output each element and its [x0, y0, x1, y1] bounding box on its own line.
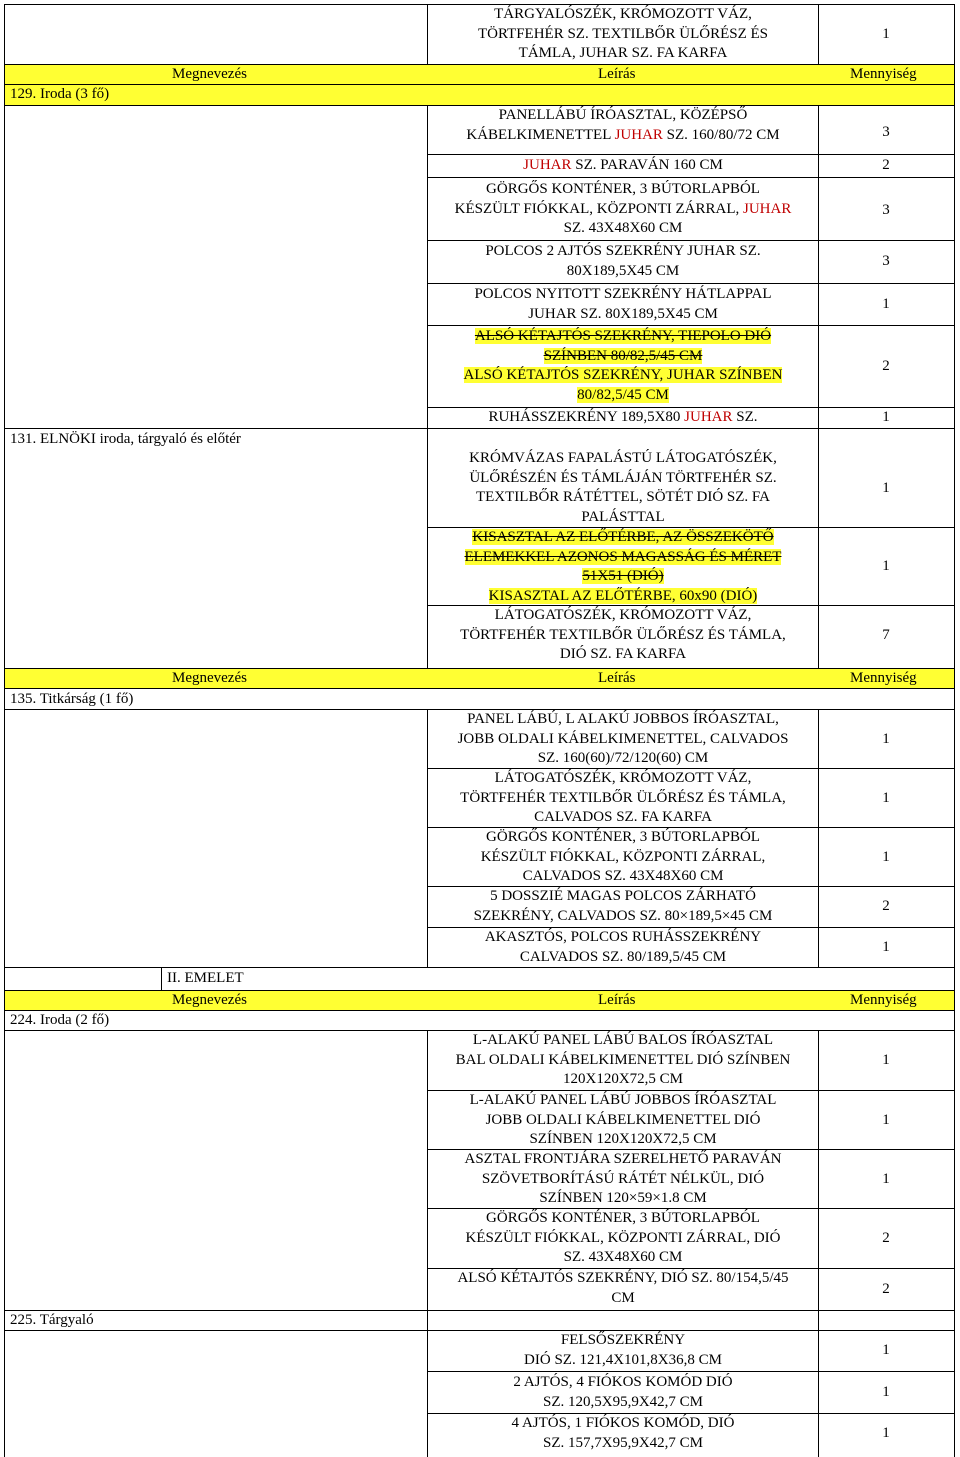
- item-line: [427, 154, 955, 155]
- header-qty: Mennyiség: [850, 670, 917, 686]
- item-description: ASZTAL FRONTJÁRA SZERELHETŐ PARAVÁN SZÖVETBORÍTÁSÚ RÁTÉT NÉLKÜL, DIÓ SZÍNBEN 120×59×1.8 CM: [464, 1151, 782, 1206]
- item-quantity: 1: [882, 296, 890, 312]
- row-line: [4, 688, 955, 689]
- item-description: FELSŐSZEKRÉNY DIÓ SZ. 121,4X101,8X36,8 CM: [524, 1332, 722, 1368]
- item-description: PANEL LÁBÚ, L ALAKÚ JOBBOS ÍRÓASZTAL, JOBB OLDALI KÁBELKIMENETTEL, CALVADOS SZ. 160(60)/72/120(60) CM: [457, 711, 789, 766]
- section-title: 225. Tárgyaló: [10, 1312, 94, 1328]
- item-quantity: 1: [882, 409, 890, 425]
- item-description: ALSÓ KÉTAJTÓS SZEKRÉNY, TIEPOLO DIÓ SZÍNBEN 80/82,5/45 CM ALSÓ KÉTAJTÓS SZEKRÉNY, JUHAR SZÍNBEN 80/82,5/45 CM: [463, 328, 783, 403]
- section-title: 129. Iroda (3 fő): [10, 86, 110, 102]
- item-description: POLCOS NYITOTT SZEKRÉNY HÁTLAPPAL JUHAR SZ. 80X189,5X45 CM: [474, 286, 772, 322]
- item-description: GÖRGŐS KONTÉNER, 3 BÚTORLAPBÓL KÉSZÜLT FIÓKKAL, KÖZPONTI ZÁRRAL, DIÓ SZ. 43X48X60 CM: [465, 1210, 781, 1265]
- row-line: [4, 1310, 955, 1311]
- item-description: KRÓMVÁZAS FAPALÁSTÚ LÁTOGATÓSZÉK, ÜLŐRÉSZÉN ÉS TÁMLÁJÁN TÖRTFEHÉR SZ. TEXTILBŐR RÁTÉTTEL, SÖTÉT DIÓ SZ. FA PALÁSTTAL: [469, 450, 777, 525]
- header-desc: Leírás: [598, 66, 636, 82]
- item-quantity: 2: [882, 1281, 890, 1297]
- section-row-highlight: [4, 84, 954, 105]
- header-row-highlight: [4, 990, 954, 1010]
- row-line: [4, 668, 955, 669]
- row-line: [4, 64, 955, 65]
- item-quantity: 2: [882, 358, 890, 374]
- item-quantity: 1: [882, 1171, 890, 1187]
- header-name: Megnevezés: [172, 992, 247, 1008]
- item-description: POLCOS 2 AJTÓS SZEKRÉNY JUHAR SZ. 80X189,5X45 CM: [485, 243, 761, 279]
- item-line: [427, 177, 955, 178]
- item-quantity: 1: [882, 1112, 890, 1128]
- row-line: [4, 428, 955, 429]
- item-quantity: 1: [882, 1425, 890, 1441]
- header-desc: Leírás: [598, 992, 636, 1008]
- item-quantity: 1: [882, 558, 890, 574]
- item-quantity: 1: [882, 480, 890, 496]
- item-description: PANELLÁBÚ ÍRÓASZTAL, KÖZÉPSŐ KÁBELKIMENETTEL JUHAR SZ. 160/80/72 CM: [466, 107, 780, 143]
- item-description: ALSÓ KÉTAJTÓS SZEKRÉNY, DIÓ SZ. 80/154,5/45 CM: [457, 1270, 789, 1306]
- item-quantity: 7: [882, 627, 890, 643]
- item-quantity: 1: [882, 849, 890, 865]
- item-quantity: 3: [882, 202, 890, 218]
- header-row-highlight: [4, 64, 954, 84]
- item-description: JUHAR SZ. PARAVÁN 160 CM: [523, 157, 723, 173]
- item-quantity: 2: [882, 898, 890, 914]
- item-quantity: 1: [882, 1342, 890, 1358]
- item-quantity: 2: [882, 1230, 890, 1246]
- item-description: 5 DOSSZIÉ MAGAS POLCOS ZÁRHATÓ SZEKRÉNY, CALVADOS SZ. 80×189,5×45 CM: [473, 888, 773, 924]
- item-line: [427, 240, 955, 241]
- header-name: Megnevezés: [172, 670, 247, 686]
- item-description: L-ALAKÚ PANEL LÁBÚ JOBBOS ÍRÓASZTAL JOBB OLDALI KÁBELKIMENETTEL DIÓ SZÍNBEN 120X120X72,5 CM: [469, 1092, 777, 1147]
- item-quantity: 2: [882, 157, 890, 173]
- item-quantity: 1: [882, 790, 890, 806]
- item-description: LÁTOGATÓSZÉK, KRÓMOZOTT VÁZ, TÖRTFEHÉR TEXTILBŐR ÜLŐRÉSZ ÉS TÁMLA, DIÓ SZ. FA KARFA: [460, 607, 786, 662]
- item-line: [427, 1371, 955, 1372]
- item-description: RUHÁSSZEKRÉNY 189,5X80 JUHAR SZ.: [488, 409, 758, 425]
- header-qty: Mennyiség: [850, 992, 917, 1008]
- item-quantity: 3: [882, 253, 890, 269]
- item-description: GÖRGŐS KONTÉNER, 3 BÚTORLAPBÓL KÉSZÜLT FIÓKKAL, KÖZPONTI ZÁRRAL, CALVADOS SZ. 43X48X60 CM: [480, 829, 766, 884]
- item-quantity: 1: [882, 1052, 890, 1068]
- header-row-highlight: [4, 668, 954, 688]
- table-border: [4, 4, 5, 1457]
- row-line: [4, 967, 955, 968]
- header-desc: Leírás: [598, 670, 636, 686]
- row-line: [4, 84, 955, 85]
- item-description: GÖRGŐS KONTÉNER, 3 BÚTORLAPBÓL KÉSZÜLT FIÓKKAL, KÖZPONTI ZÁRRAL, JUHAR SZ. 43X48X60 CM: [454, 181, 792, 236]
- section-title: 224. Iroda (2 fő): [10, 1012, 110, 1028]
- floor-title: II. EMELET: [167, 970, 244, 986]
- item-quantity: 3: [882, 124, 890, 140]
- item-line: [427, 283, 955, 284]
- item-description: 4 AJTÓS, 1 FIÓKOS KOMÓD, DIÓ SZ. 157,7X95,9X42,7 CM: [511, 1415, 735, 1451]
- item-quantity: 1: [882, 1384, 890, 1400]
- item-line: [427, 325, 955, 326]
- row-line: [4, 990, 955, 991]
- item-quantity: 1: [882, 26, 890, 42]
- column-line: [818, 105, 819, 669]
- item-description: 2 AJTÓS, 4 FIÓKOS KOMÓD DIÓ SZ. 120,5X95,9X42,7 CM: [513, 1374, 733, 1410]
- item-description: L-ALAKÚ PANEL LÁBÚ BALOS ÍRÓASZTAL BAL OLDALI KÁBELKIMENETTEL DIÓ SZÍNBEN 120X120X72,5 CM: [455, 1032, 791, 1087]
- column-line: [161, 967, 162, 990]
- header-qty: Mennyiség: [850, 66, 917, 82]
- row-line: [4, 1010, 955, 1011]
- section-title: 131. ELNÖKI iroda, tárgyaló és előtér: [10, 431, 241, 447]
- item-description: LÁTOGATÓSZÉK, KRÓMOZOTT VÁZ, TÖRTFEHÉR TEXTILBŐR ÜLŐRÉSZ ÉS TÁMLA, CALVADOS SZ. FA KARFA: [460, 770, 786, 825]
- section-title: 135. Titkárság (1 fő): [10, 691, 134, 707]
- item-description: AKASZTÓS, POLCOS RUHÁSSZEKRÉNY CALVADOS SZ. 80/189,5/45 CM: [484, 929, 762, 965]
- item-description: TÁRGYALÓSZÉK, KRÓMOZOTT VÁZ, TÖRTFEHÉR SZ. TEXTILBŐR ÜLŐRÉSZ ÉS TÁMLA, JUHAR SZ. FA KARFA: [477, 6, 769, 61]
- header-name: Megnevezés: [172, 66, 247, 82]
- item-quantity: 1: [882, 731, 890, 747]
- table-border: [954, 4, 955, 1457]
- item-description: KISASZTAL AZ ELŐTÉRBE, AZ ÖSSZEKÖTŐ ELEMEKKEL AZONOS MAGASSÁG ÉS MÉRET 51X51 (DIÓ) KISASZTAL AZ ELŐTÉRBE, 60x90 (DIÓ): [464, 529, 782, 604]
- item-quantity: 1: [882, 939, 890, 955]
